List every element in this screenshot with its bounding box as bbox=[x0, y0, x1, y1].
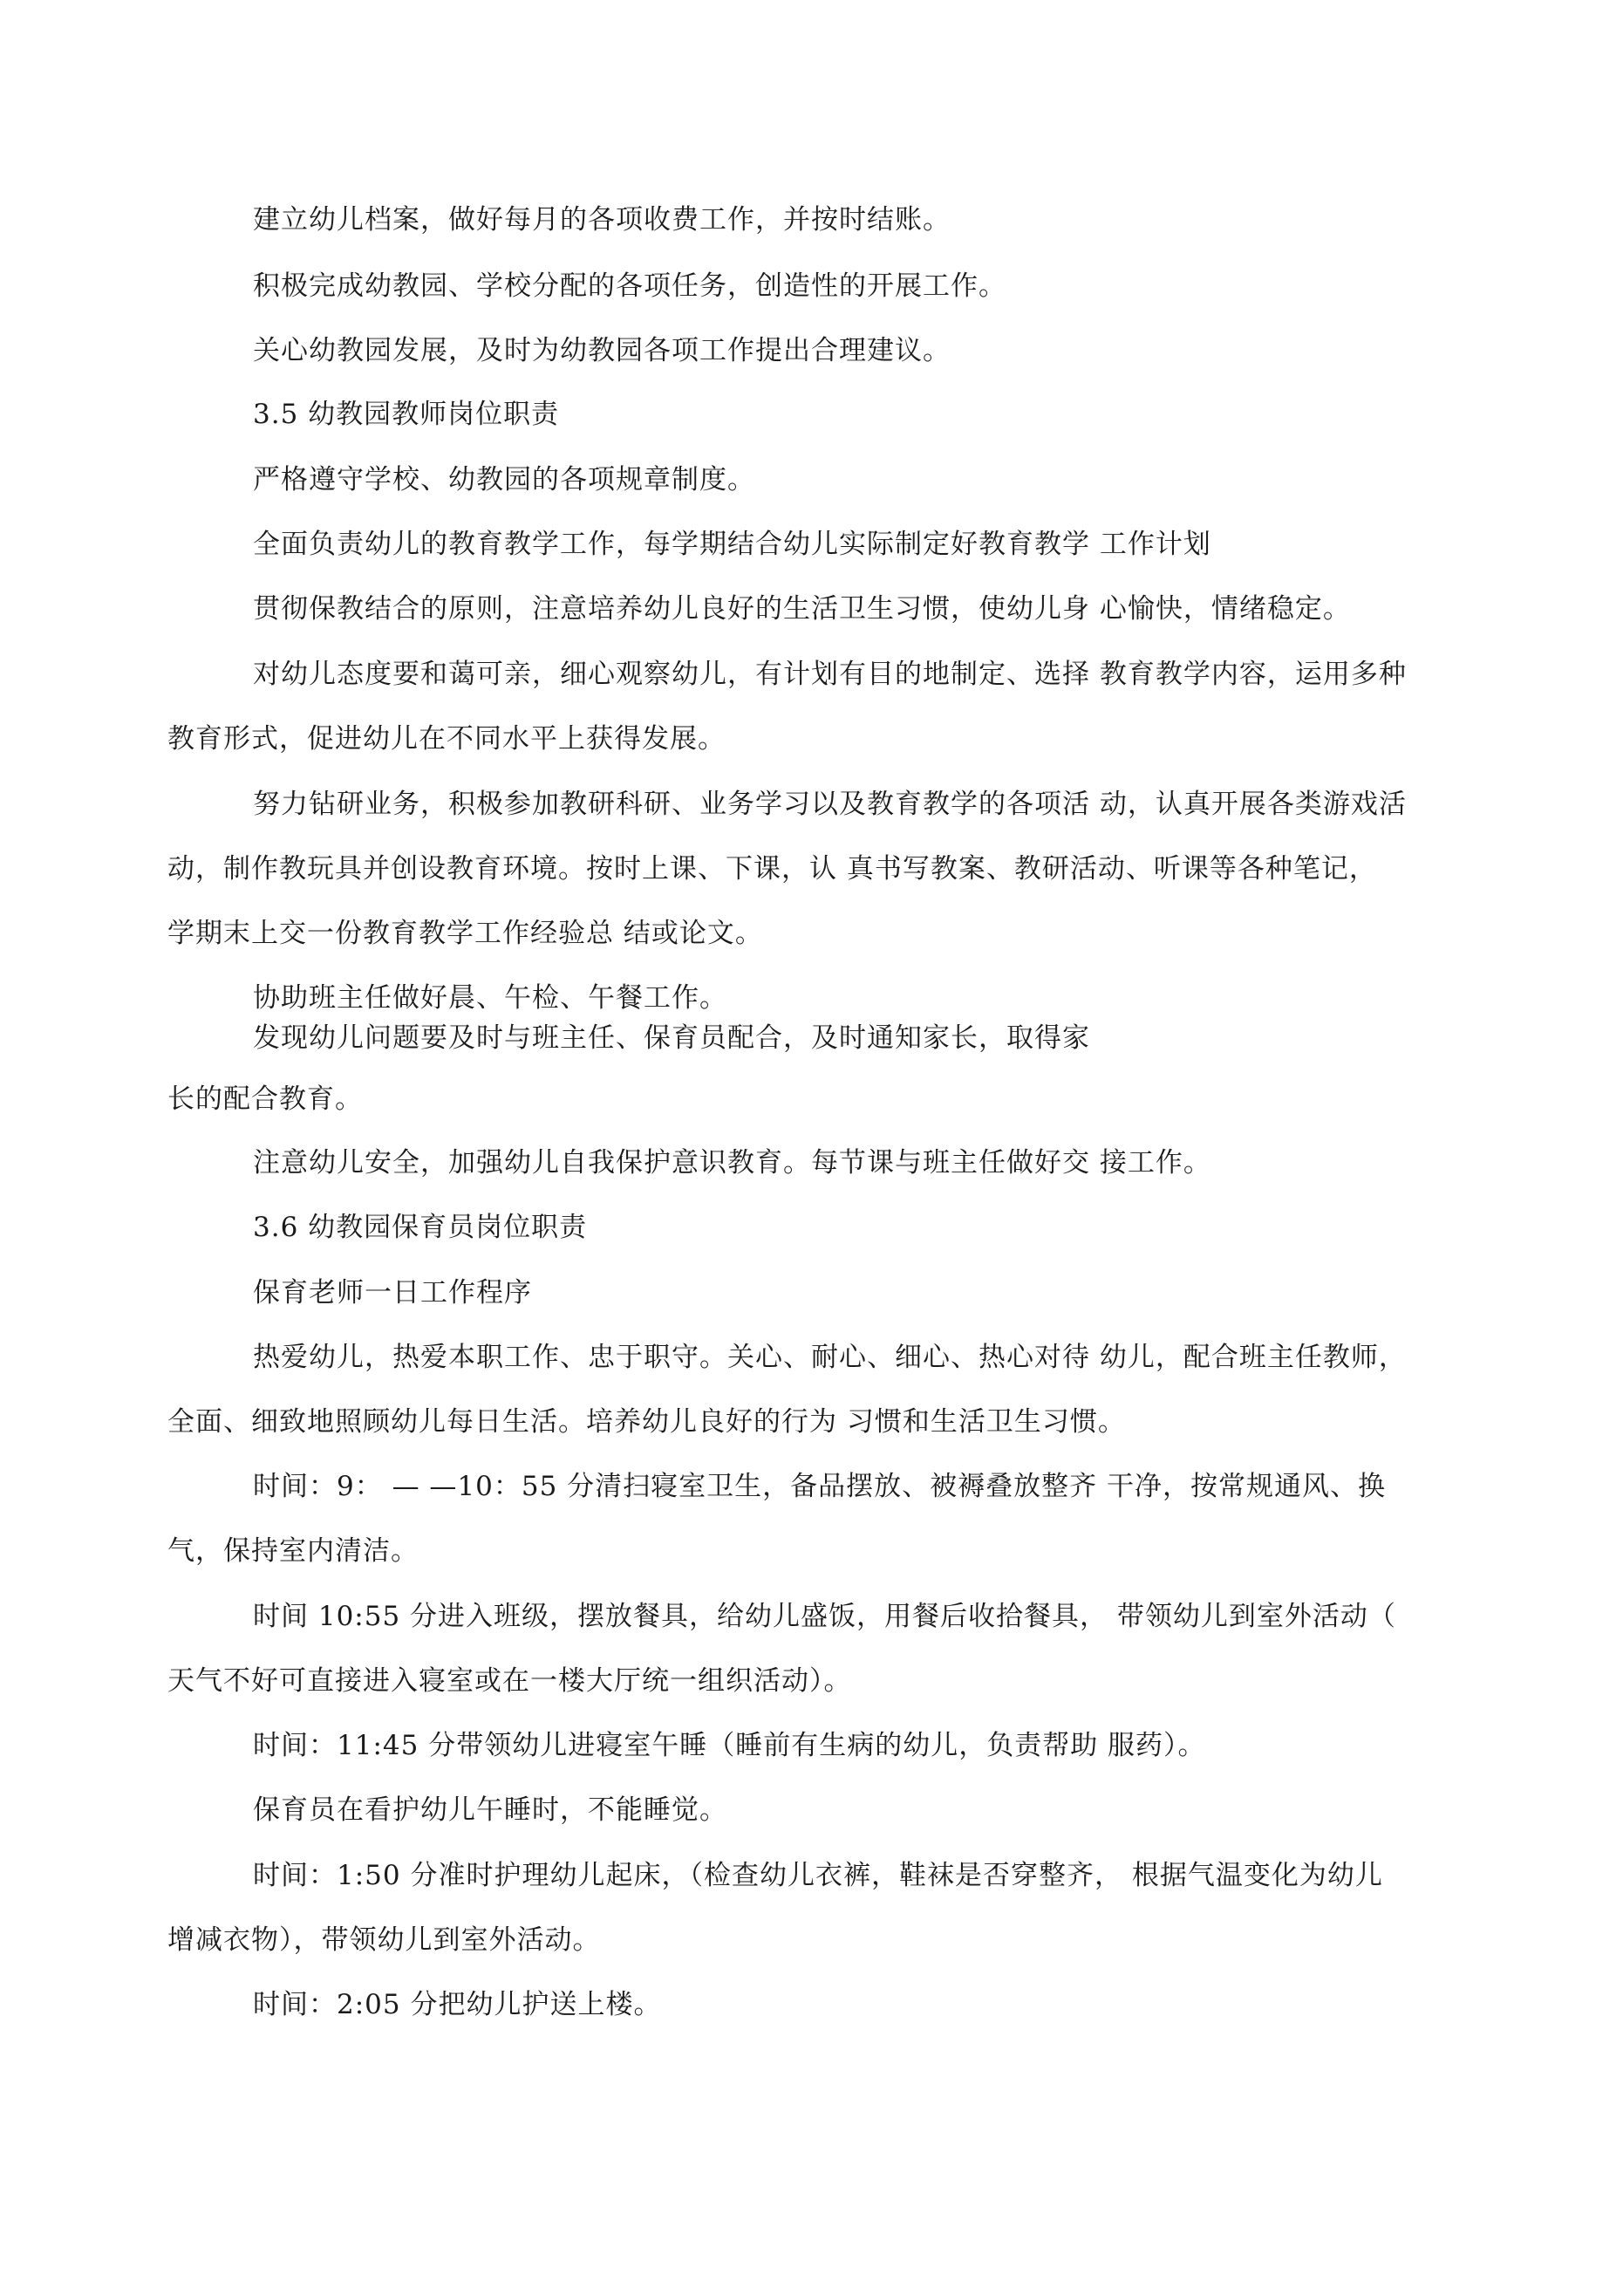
text-line: 严格遵守学校、幼教园的各项规章制度。 bbox=[253, 464, 755, 495]
text-line: 长的配合教育。 bbox=[167, 1083, 363, 1115]
text-line: 协助班主任做好晨、午检、午餐工作。 bbox=[253, 982, 727, 1014]
text-line: 时间：2:05 分把幼儿护送上楼。 bbox=[253, 1989, 662, 2020]
text-line: 时间：11:45 分带领幼儿进寝室午睡（睡前有生病的幼儿，负责帮助 服药）。 bbox=[253, 1730, 1206, 1761]
section-heading: 3.6 幼教园保育员岗位职责 bbox=[253, 1212, 588, 1243]
text-line: 全面负责幼儿的教育教学工作，每学期结合幼儿实际制定好教育教学 工作计划 bbox=[253, 529, 1211, 560]
text-line: 增减衣物），带领幼儿到室外活动。 bbox=[167, 1924, 601, 1956]
text-line: 保育老师一日工作程序 bbox=[253, 1277, 532, 1309]
text-line: 贯彻保教结合的原则，注意培养幼儿良好的生活卫生习惯，使幼儿身 心愉快，情绪稳定。 bbox=[253, 593, 1351, 625]
text-line: 动，制作教玩具并创设教育环境。按时上课、下课，认 真书写教案、教研活动、听课等各种笔记， bbox=[167, 853, 1377, 885]
text-line: 时间 10:55 分进入班级，摆放餐具，给幼儿盛饭，用餐后收拾餐具， 带领幼儿到室外活动（ bbox=[253, 1601, 1396, 1632]
text-line: 天气不好可直接进入寝室或在一楼大厅统一组织活动）。 bbox=[167, 1665, 852, 1697]
text-line: 发现幼儿问题要及时与班主任、保育员配合，及时通知家长，取得家 bbox=[253, 1022, 1090, 1054]
text-line: 时间：1:50 分准时护理幼儿起床，（检查幼儿衣裤，鞋袜是否穿整齐， 根据气温变化为幼儿 bbox=[253, 1860, 1383, 1891]
text-line: 全面、细致地照顾幼儿每日生活。培养幼儿良好的行为 习惯和生活卫生习惯。 bbox=[167, 1406, 1126, 1438]
text-line: 保育员在看护幼儿午睡时，不能睡觉。 bbox=[253, 1794, 727, 1826]
text-line: 建立幼儿档案，做好每月的各项收费工作，并按时结账。 bbox=[253, 204, 951, 236]
text-line: 努力钻研业务，积极参加教研科研、业务学习以及教育教学的各项活 动，认真开展各类游戏活 bbox=[253, 789, 1407, 820]
text-line: 教育形式，促进幼儿在不同水平上获得发展。 bbox=[167, 723, 726, 755]
text-line: 关心幼教园发展，及时为幼教园各项工作提出合理建议。 bbox=[253, 335, 951, 366]
text-line: 气，保持室内清洁。 bbox=[167, 1535, 419, 1567]
text-line: 对幼儿态度要和蔼可亲，细心观察幼儿，有计划有目的地制定、选择 教育教学内容，运用多种 bbox=[253, 659, 1407, 690]
text-line: 学期末上交一份教育教学工作经验总 结或论文。 bbox=[167, 918, 763, 949]
text-line: 时间：9： — —10：55 分清扫寝室卫生，备品摆放、被褥叠放整齐 干净，按常规通风、换 bbox=[253, 1471, 1387, 1502]
text-line: 热爱幼儿，热爱本职工作、忠于职守。关心、耐心、细心、热心对待 幼儿，配合班主任教师， bbox=[253, 1342, 1407, 1373]
text-line: 积极完成幼教园、学校分配的各项任务，创造性的开展工作。 bbox=[253, 270, 1006, 302]
section-heading: 3.5 幼教园教师岗位职责 bbox=[253, 399, 560, 430]
text-line: 注意幼儿安全，加强幼儿自我保护意识教育。每节课与班主任做好交 接工作。 bbox=[253, 1147, 1211, 1179]
